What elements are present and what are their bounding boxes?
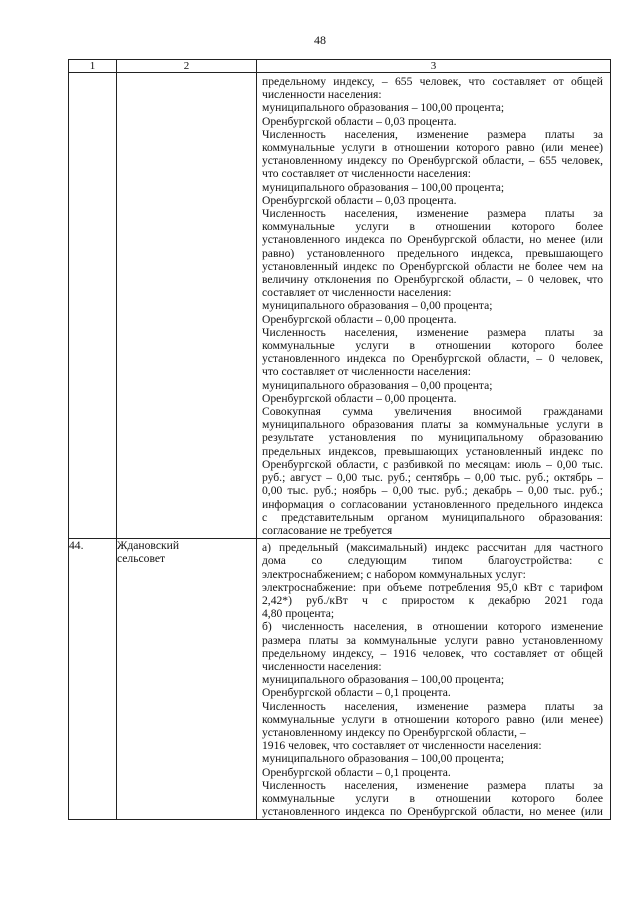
table-header-row [69, 60, 611, 73]
text-line: составляет от численности населения: [262, 286, 452, 300]
text-line: Оренбургской области – 0,00 процента. [262, 391, 457, 405]
text-line: величину отклонения по Оренбургской области, – 0 человек, что [262, 273, 603, 287]
text-line: информация о согласовании установленного предельного индекса [262, 497, 603, 511]
text-line: Численность населения, изменение размера платы за [262, 778, 603, 792]
row-number-cell [69, 73, 117, 539]
text-line: муниципального образования – 100,00 процента; [262, 101, 505, 115]
text-line: численности населения: [262, 88, 382, 102]
text-line: Оренбургской области – 0,1 процента. [262, 765, 451, 779]
text-line: муниципального образования – 100,00 процента; [262, 752, 505, 766]
table-row-44 [69, 539, 611, 820]
text-line: Совокупная сумма увеличения вносимой гражданами [262, 405, 603, 419]
text-line: установленному индексу по Оренбургской области, – [262, 725, 526, 739]
municipality-name-cell [117, 73, 257, 539]
column-header-3: 3 [257, 60, 611, 73]
text-line: муниципального образования – 100,00 процента; [262, 673, 505, 687]
text-line: предельному индексу, – 655 человек, что составляет от общей [262, 75, 603, 88]
row-number-cell: 44. [69, 539, 117, 820]
text-line: коммунальные услуги в отношении которого более [262, 339, 603, 353]
column-header-2: 2 [117, 60, 257, 73]
description-text [257, 73, 610, 538]
text-line: установленный индекс по Оренбургской области не более чем на [262, 259, 603, 273]
text-line: Численность населения, изменение размера платы за [262, 127, 603, 141]
text-line: численности населения: [262, 659, 382, 673]
text-line: Численность населения, изменение размера платы за [262, 699, 603, 713]
text-line: установленному индексу по Оренбургской области, – 655 человек, [262, 154, 603, 168]
municipality-name-line: сельсовет [117, 552, 166, 566]
text-line: коммунальные услуги в отношении которого равно (или менее) [262, 712, 603, 726]
text-line: муниципального образования платы за коммунальные услуги в [262, 418, 603, 432]
description-cell [257, 539, 611, 820]
data-table [68, 59, 611, 820]
text-line: электроснабжение: при объеме потребления 95,0 кВт с тарифом [262, 580, 603, 594]
table-row-continued [69, 73, 611, 539]
text-line: что составляет от численности населения: [262, 365, 471, 379]
text-line: Оренбургской области – 0,00 процента. [262, 312, 457, 326]
description-cell [257, 73, 611, 539]
text-line: коммунальные услуги в отношении которого более [262, 791, 603, 805]
text-line: установленного индекса по Оренбургской области, – 0 человек, [262, 352, 603, 366]
municipality-name-cell [117, 539, 257, 820]
text-line: электроснабжением; с набором коммунальных услуг: [262, 567, 526, 581]
text-line: с представительным органом муниципального образования: [262, 510, 603, 524]
text-line: Оренбургской области, с разбивкой по месяцам: июль – 0,00 тыс. [262, 457, 603, 471]
text-line: согласование не требуется [262, 523, 393, 537]
column-header-1: 1 [69, 60, 117, 73]
text-line: 2,42*) руб./кВт ч с приростом к декабрю 2021 года [262, 593, 603, 607]
municipality-name-line: Ждановский [117, 539, 180, 553]
text-line: Численность населения, изменение размера платы за [262, 207, 603, 221]
text-line: коммунальные услуги в отношении которого равно (или менее) [262, 141, 603, 155]
text-line: Оренбургской области – 0,1 процента. [262, 686, 451, 700]
text-line: что составляет от численности населения: [262, 167, 471, 181]
text-line: предельному индексу, – 1916 человек, что составляет от общей [262, 646, 603, 660]
text-line: размера платы за коммунальные услуги равно установленному [262, 633, 603, 647]
text-line: 4,80 процента; [262, 607, 335, 621]
text-line: установленного индекса по Оренбургской области, но менее (или [262, 805, 603, 819]
text-line: б) численность населения, в отношении которого изменение [262, 620, 603, 634]
text-line: Оренбургской области – 0,03 процента. [262, 193, 457, 207]
text-line: установленного индекса по Оренбургской области, но менее (или [262, 233, 603, 247]
text-line: коммунальные услуги в отношении которого более [262, 220, 603, 234]
text-line: дома со следующим типом благоустройства: с [262, 554, 603, 568]
text-line: 0,00 тыс. руб.; ноябрь – 0,00 тыс. руб.; декабрь – 0,00 тыс. руб.; [262, 484, 603, 498]
text-line: а) предельный (максимальный) индекс рассчитан для частного [262, 541, 603, 555]
text-line: 1916 человек, что составляет от численности населения: [262, 739, 542, 753]
text-line: муниципального образования – 100,00 процента; [262, 180, 505, 194]
text-line: предельных индексов, превышающих установленный индекс по [262, 444, 603, 458]
text-line: равно) установленного предельного индекса, превышающего [262, 246, 603, 260]
page-number: 48 [314, 33, 326, 47]
text-line: Оренбургской области – 0,03 процента. [262, 114, 457, 128]
text-line: результате установления по муниципальному образованию [262, 431, 603, 445]
text-line: Численность населения, изменение размера платы за [262, 325, 603, 339]
text-line: муниципального образования – 0,00 процента; [262, 299, 493, 313]
description-text [257, 539, 610, 819]
text-line: муниципального образования – 0,00 процента; [262, 378, 493, 392]
text-line: руб.; август – 0,00 тыс. руб.; сентябрь – 0,00 тыс. руб.; октябрь – [262, 471, 603, 485]
